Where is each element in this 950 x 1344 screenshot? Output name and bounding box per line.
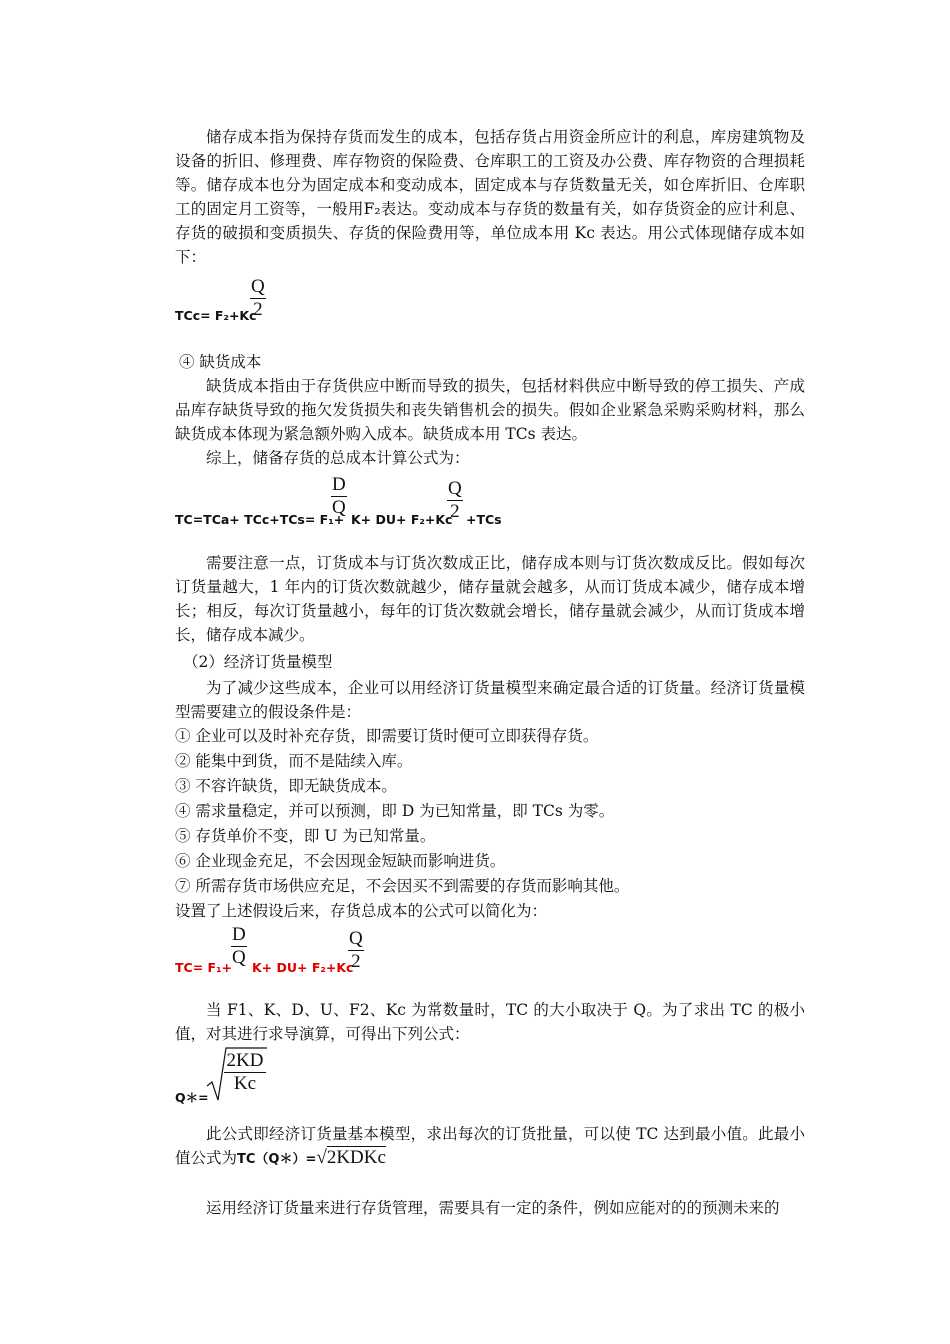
model-paragraph bbox=[175, 1122, 805, 1172]
denominator: Q bbox=[232, 947, 246, 968]
fraction-2kd-over-kc bbox=[224, 1050, 266, 1095]
eoq-section-heading: （2）经济订货量模型 bbox=[183, 653, 333, 671]
numerator: D bbox=[332, 474, 346, 495]
fraction-d-over-q bbox=[231, 924, 247, 969]
fraction-q-over-2 bbox=[348, 928, 364, 973]
summary-line: 综上，储备存货的总成本计算公式为： bbox=[206, 449, 470, 467]
derivation-paragraph: 当 F1、K、D、U、F2、Kc 为常数量时，TC 的大小取决于 Q。为了求出 TC 的极小值，对其进行求导演算，可得出下列公式： bbox=[175, 1001, 805, 1043]
simplified-cost-formula-part1: TC= F₁+ bbox=[175, 960, 233, 975]
total-cost-formula-part1: TC=TCa+ TCc+TCs= F₁+ bbox=[175, 512, 345, 527]
denominator: Kc bbox=[233, 1073, 257, 1094]
total-cost-formula-part3: +TCs bbox=[466, 512, 502, 527]
assumption-item: ① 企业可以及时补充存货，即需要订货时便可立即获得存货。 bbox=[175, 727, 599, 745]
denominator: 2 bbox=[253, 299, 263, 320]
shortage-cost-paragraph: 缺货成本指由于存货供应中断而导致的损失，包括材料供应中断导致的停工损失、产成品库存缺货导致的拖欠发货损失和丧失销售机会的损失。假如企业紧急采购采购材料，那么缺货成本体现为紧急额外购入成本。缺货成本用 TCs 表达。 bbox=[175, 377, 805, 443]
total-cost-formula-part2: K+ DU+ F₂+Kc bbox=[351, 512, 453, 527]
numerator: D bbox=[232, 924, 246, 945]
eoq-intro-paragraph: 为了减少这些成本，企业可以用经济订货量模型来确定最合适的订货量。经济订货量模型需要建立的假设条件是： bbox=[175, 679, 805, 721]
assumption-item: ⑤ 存货单价不变，即 U 为已知常量。 bbox=[175, 827, 436, 845]
storage-cost-formula: TCc= F₂+Kc bbox=[175, 308, 257, 323]
model-text: 此公式即经济订货量基本模型，求出每次的订货批量，可以使 TC 达到最小值。此最小值公式为 bbox=[175, 1125, 805, 1167]
storage-cost-paragraph: 储存成本指为保持存货而发生的成本，包括存货占用资金所应计的利息，库房建筑物及设备的折旧、修理费、库存物资的保险费、仓库职工的工资及办公费、库存物资的合理损耗等。储存成本也分为固定成本和变动成本，固定成本与存货数量无关，如仓库折旧、仓库职工的固定月工资等，一般用F₂表达。变动成本与存货的数量有关，如存货资金的应计利息、存货的破损和变质损失、存货的保险费用等，单位成本用 Kc 表达。用公式体现储存成本如下： bbox=[175, 128, 805, 266]
note-paragraph: 需要注意一点，订货成本与订货次数成正比，储存成本则与订货次数成反比。假如每次订货量越大，1 年内的订货次数就越少，储存量就会越多，从而订货成本减少，储存成本增长；相反，每次订货量越小，每年的订货次数就会增长，储存量就会减少，从而订货成本增长，储存成本减少。 bbox=[175, 554, 805, 644]
simplify-line: 设置了上述假设后来，存货总成本的公式可以简化为： bbox=[175, 902, 548, 920]
sqrt-sign-icon: √ bbox=[316, 1147, 327, 1168]
assumption-item: ⑦ 所需存货市场供应充足，不会因买不到需要的存货而影响其他。 bbox=[175, 877, 630, 895]
tc-min-label: TC（Q＊）= bbox=[237, 1152, 317, 1167]
eoq-formula-label: Q＊= bbox=[175, 1090, 209, 1105]
shortage-cost-heading: ④ 缺货成本 bbox=[179, 353, 262, 371]
denominator: Q bbox=[332, 497, 346, 518]
assumption-item: ④ 需求量稳定，并可以预测，即 D 为已知常量，即 TCs 为零。 bbox=[175, 802, 615, 820]
numerator: Q bbox=[448, 478, 462, 499]
assumption-item: ② 能集中到货，而不是陆续入库。 bbox=[175, 752, 413, 770]
fraction-d-over-q bbox=[331, 474, 347, 519]
numerator: Q bbox=[251, 276, 265, 297]
tc-min-root: 2KDKc bbox=[326, 1147, 386, 1168]
assumption-item: ⑥ 企业现金充足，不会因现金短缺而影响进货。 bbox=[175, 852, 506, 870]
numerator: Q bbox=[349, 928, 363, 949]
assumption-item: ③ 不容许缺货，即无缺货成本。 bbox=[175, 777, 397, 795]
denominator: 2 bbox=[351, 951, 361, 972]
usage-paragraph: 运用经济订货量来进行存货管理，需要具有一定的条件，例如应能对的的预测未来的 bbox=[206, 1199, 780, 1217]
denominator: 2 bbox=[450, 501, 460, 522]
fraction-q-over-2 bbox=[250, 276, 266, 321]
simplified-cost-formula-part2: K+ DU+ F₂+Kc bbox=[252, 960, 354, 975]
fraction-q-over-2 bbox=[447, 478, 463, 523]
numerator: 2KD bbox=[224, 1050, 266, 1073]
